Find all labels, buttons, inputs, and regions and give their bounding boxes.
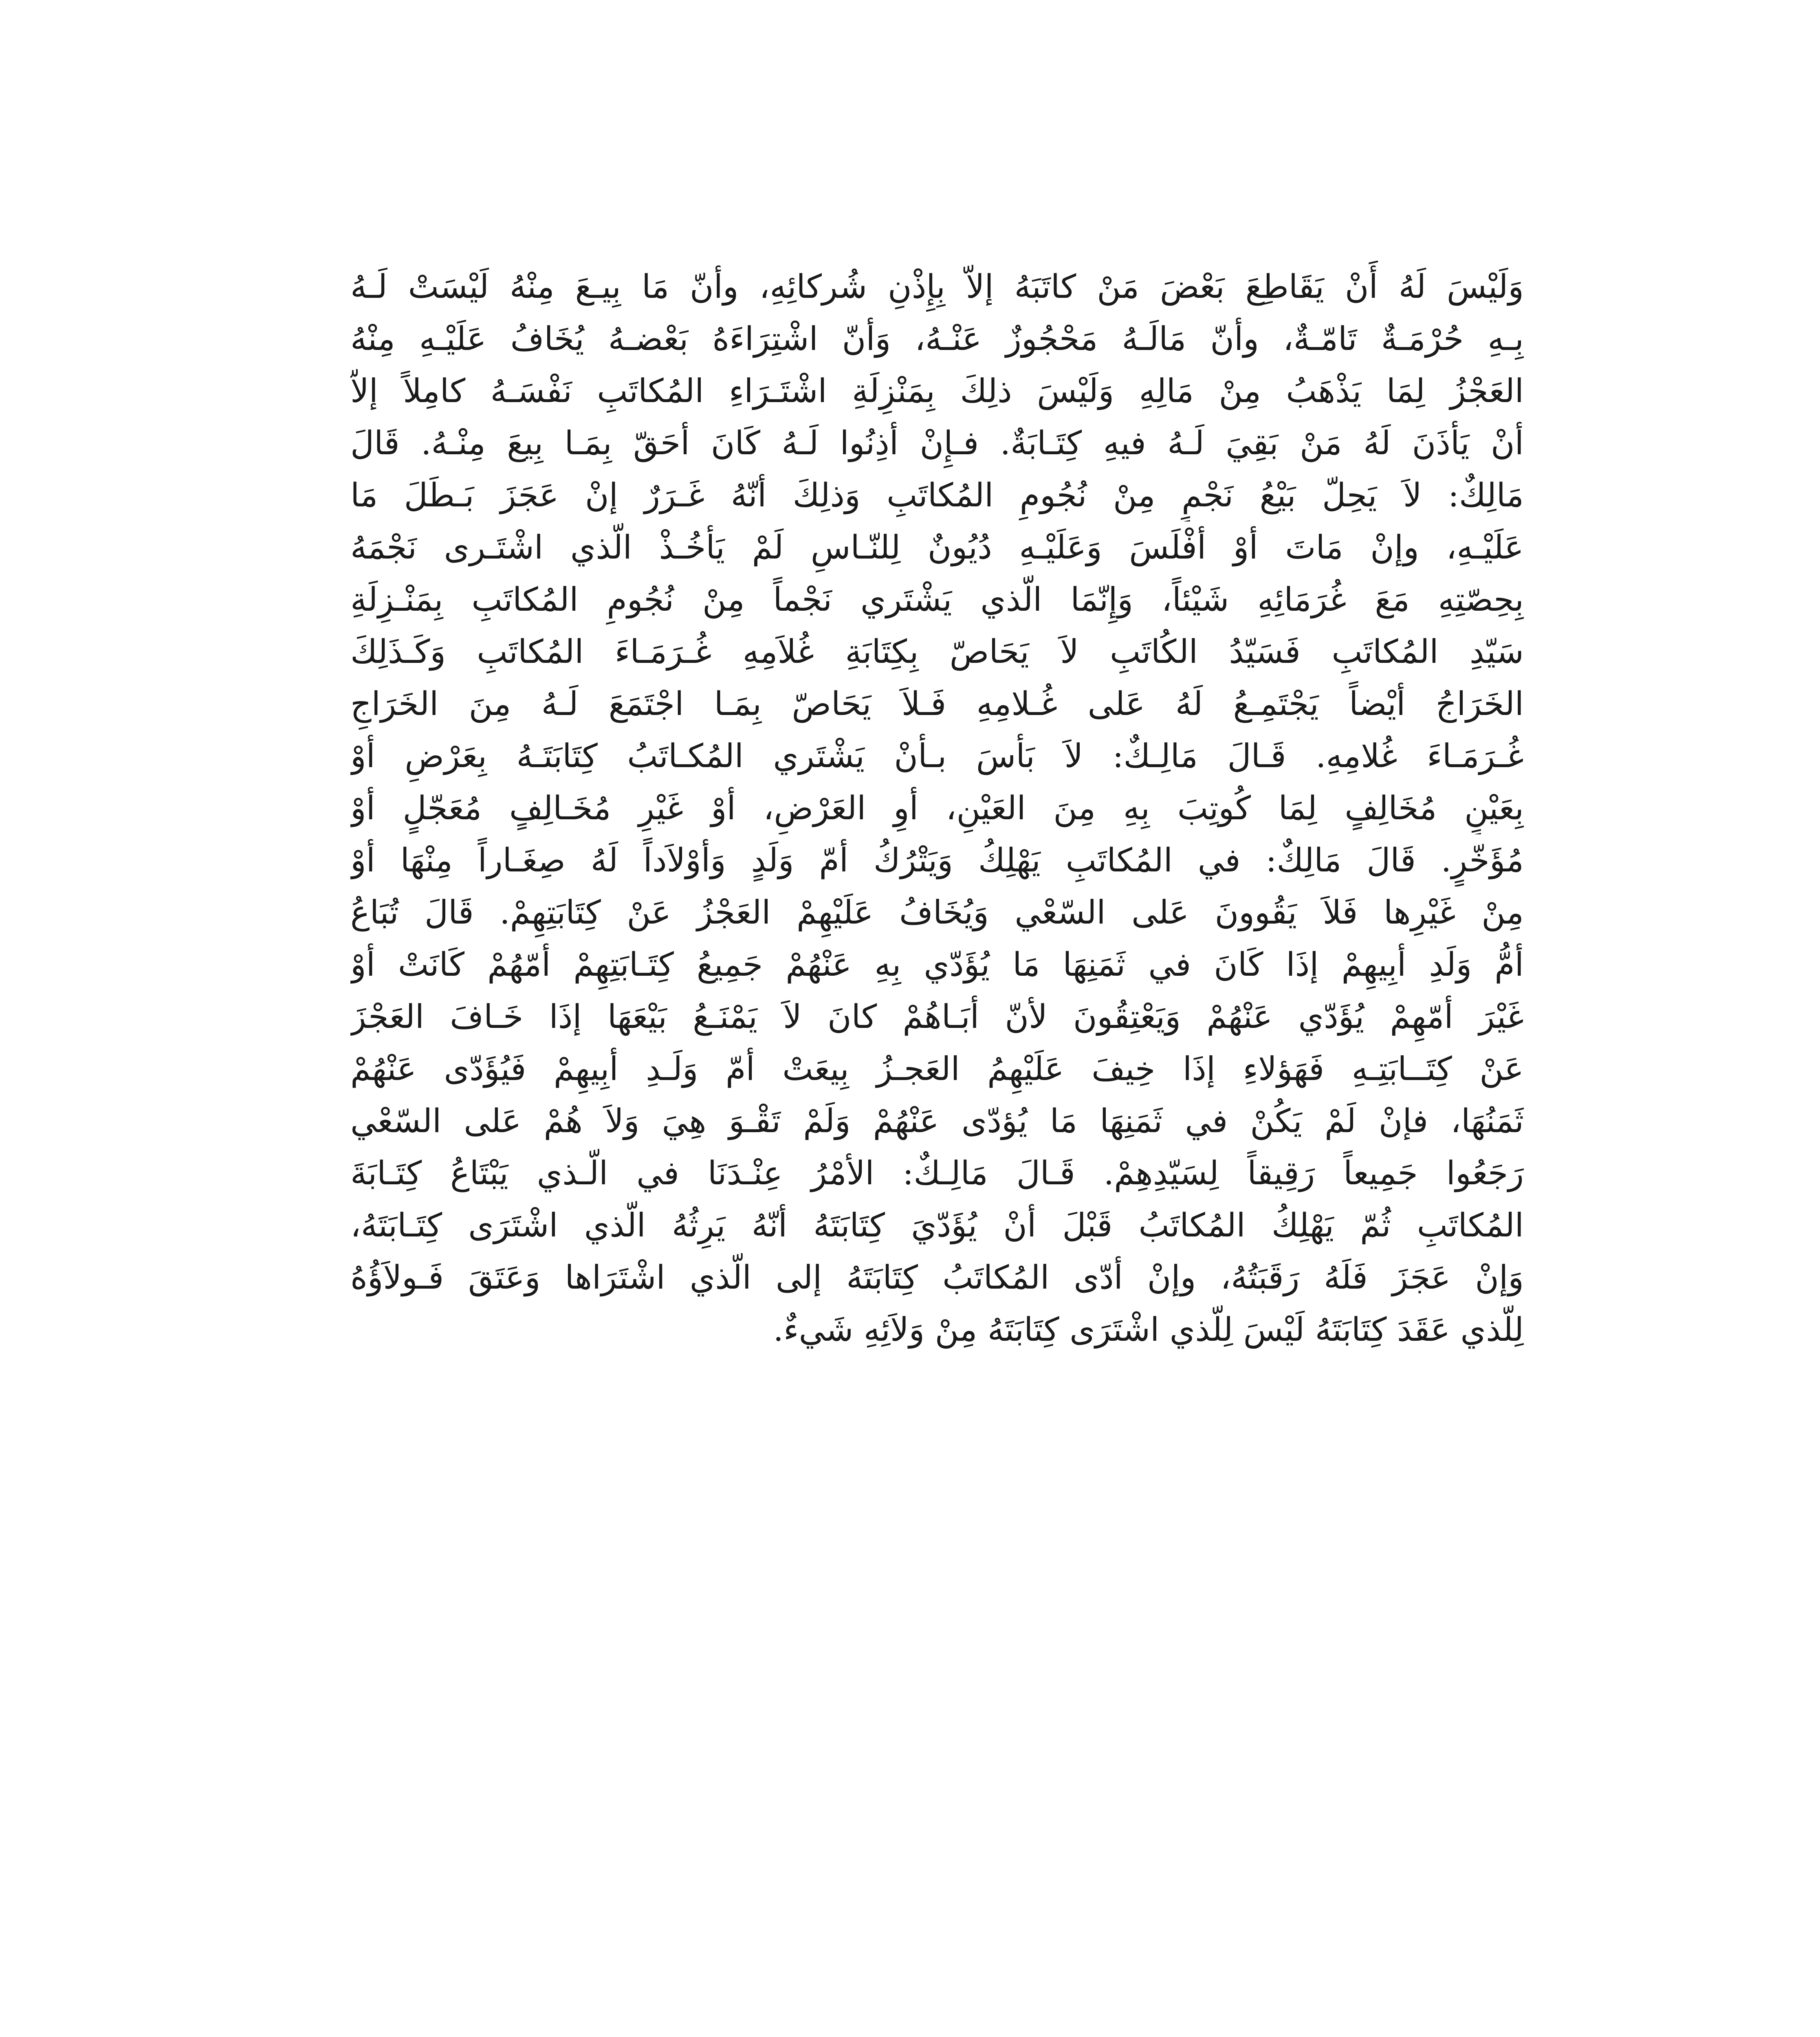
text-line: غَيْرَ أمّهِمْ يُؤَدّي عَنْهُمْ وَيَعْتِقُونَ لأنّ أبَـاهُمْ كانَ لاَ يَمْنَـعُ بَيْعَهَا إذَا خَـافَ العَجْزَ (350, 998, 1524, 1036)
text-line: سَيّدِ المُكاتَبِ فَسَيّدُ الكُاتَبِ لاَ يَحَاصّ بِكِتَابَةِ غُلاَمِهِ غُـرَمَـاءَ المُكاتَبِ وَكَـذَلِكَ (350, 633, 1524, 671)
text-line: أنْ يَأذَنَ لَهُ مَنْ بَقِيَ لَـهُ فيهِ كِتَـابَةٌ. فـإِنْ أذِنُوا لَـهُ كَانَ أحَقّ بِمَـا بِيعَ مِنْـهُ. قَالَ (350, 424, 1524, 462)
text-line: وَلَيْسَ لَهُ أَنْ يَقَاطِعَ بَعْضَ مَنْ كاتَبَهُ إلاّ بِإِذْنِ شُركائِهِ، وأنّ مَا بِيـعَ مِنْهُ لَيْسَتْ لَـهُ (350, 268, 1524, 306)
text-line: بِحِصّتِهِ مَعَ غُرَمَائِهِ شَيْئاً، وَإِنّمَا الّذي يَشْتَري نَجْماً مِنْ نُجُومِ المُكاتَبِ بِمَنْـزِلَةِ (350, 581, 1524, 618)
text-line: مَالِكٌ: لاَ يَحِلّ بَيْعُ نَجْمٍ مِنْ نُجُومِ المُكاتَبِ وَذلِكَ أنّهُ غَـرَرٌ إنْ عَجَزَ بَـطَلَ مَا (350, 476, 1524, 514)
body-text (350, 261, 1524, 1356)
section-heading (350, 2033, 1524, 2037)
text-line: مِنْ غَيْرِها فَلاَ يَقُوونَ عَلى السّعْي وَيُخَافُ عَلَيْهِمْ العَجْزُ عَنْ كِتَابَتِهِمْ. قَالَ تُبَاعُ (350, 893, 1524, 931)
text-line: مُؤَخّرٍ. قَالَ مَالِكٌ: في المُكاتَبِ يَهْلِكُ وَيَتْرُكُ أمّ وَلَدٍ وَأوْلاَداً لَهُ صِغَـاراً مِنْهَا أوْ (350, 841, 1524, 879)
text-line: عَنْ كِتَــابَتِـهِ فَهَؤلاءِ إذَا خِيفَ عَلَيْهِمُ العَجـزُ بِيعَتْ أمّ وَلَـدِ أبِيهِمْ فَيُؤَدّى عَنْهُمْ (350, 1050, 1524, 1088)
text-line: بِعَيْنٍ مُخَالِفٍ لِمَا كُوتِبَ بِهِ مِنَ العَيْنِ، أوِ العَرْضِ، أوْ غَيْرِ مُخَـالِفٍ مُعَجّلٍ أوْ (350, 789, 1524, 827)
text-line: لِلّذي عَقَدَ كِتَابَتَهُ لَيْسَ لِلّذي اشْتَرَى كِتَابَتَهُ مِنْ وَلاَئِهِ شَيءٌ. (773, 1311, 1524, 1348)
text-line: غُـرَمَـاءَ غُلامِهِ. قَـالَ مَالِـكٌ: لاَ بَأسَ بـأنْ يَشْتَري المُكـاتَبُ كِتَابَتَـهُ بِعَرْضٍ أوْ (350, 737, 1524, 775)
text-line: الخَرَاجُ أيْضاً يَجْتَمِـعُ لَهُ عَلى غُـلامِهِ فَـلاَ يَحَاصّ بِمَـا اجْتَمَعَ لَـهُ مِنَ الخَرَاجِ (350, 685, 1524, 723)
text-line: رَجَعُوا جَمِيعاً رَقِيقاً لِسَيّدِهِمْ. قَـالَ مَالِـكٌ: الأمْرُ عِنْـدَنَا في الّـذي يَبْتَاعُ كِتَـابَةَ (350, 1154, 1524, 1192)
text-line: أمُّ وَلَدِ أبِيهِمْ إذَا كَانَ في ثَمَنِهَا مَا يُؤَدّي بِهِ عَنْهُمْ جَمِيعُ كِتَـابَتِهِمْ أمّهُمْ كَانَتْ أوْ (350, 946, 1524, 983)
text-line: وَإنْ عَجَزَ فَلَهُ رَقَبَتُهُ، وإنْ أدّى المُكاتَبُ كِتَابَتَهُ إلى الّذي اشْتَرَاها وَعَتَقَ فَـولاَؤُهُ (350, 1258, 1524, 1296)
text-line: ثَمَنُهَا، فإنْ لَمْ يَكُنْ في ثَمَنِهَا مَا يُؤدّى عَنْهُمْ وَلَمْ تَقْـوَ هِيَ وَلاَ هُمْ عَلى السّعْي (350, 1102, 1524, 1140)
text-line: بِـهِ حُرْمَـةٌ تَامّـةٌ، وأنّ مَالَـهُ مَحْجُوزٌ عَنْـهُ، وَأنّ اشْتِرَاءَهُ بَعْضـهُ يُخَافُ عَلَيْـهِ مِنْهُ (350, 320, 1524, 358)
text-line: المُكاتَبِ ثُمّ يَهْلِكُ المُكاتَبُ قَبْلَ أنْ يُؤَدّيَ كِتَابَتَهُ أنّهُ يَرِثُهُ الّذي اشْتَرَى كِتَـابَتَهُ، (350, 1206, 1524, 1244)
text-line: عَلَيْـهِ، وإنْ مَاتَ أوْ أفْلَسَ وَعَلَيْـهِ دُيُونٌ لِلنّـاسِ لَمْ يَأخُـذْ الّذي اشْتَـرى نَجْمَهُ (350, 528, 1524, 566)
text-line: العَجْزُ لِمَا يَذْهَبُ مِنْ مَالِهِ وَلَيْسَ ذلِكَ بِمَنْزِلَةِ اشْتَـرَاءِ المُكاتَبِ نَفْسَـهُ كامِلاً إلاّ (350, 372, 1524, 410)
